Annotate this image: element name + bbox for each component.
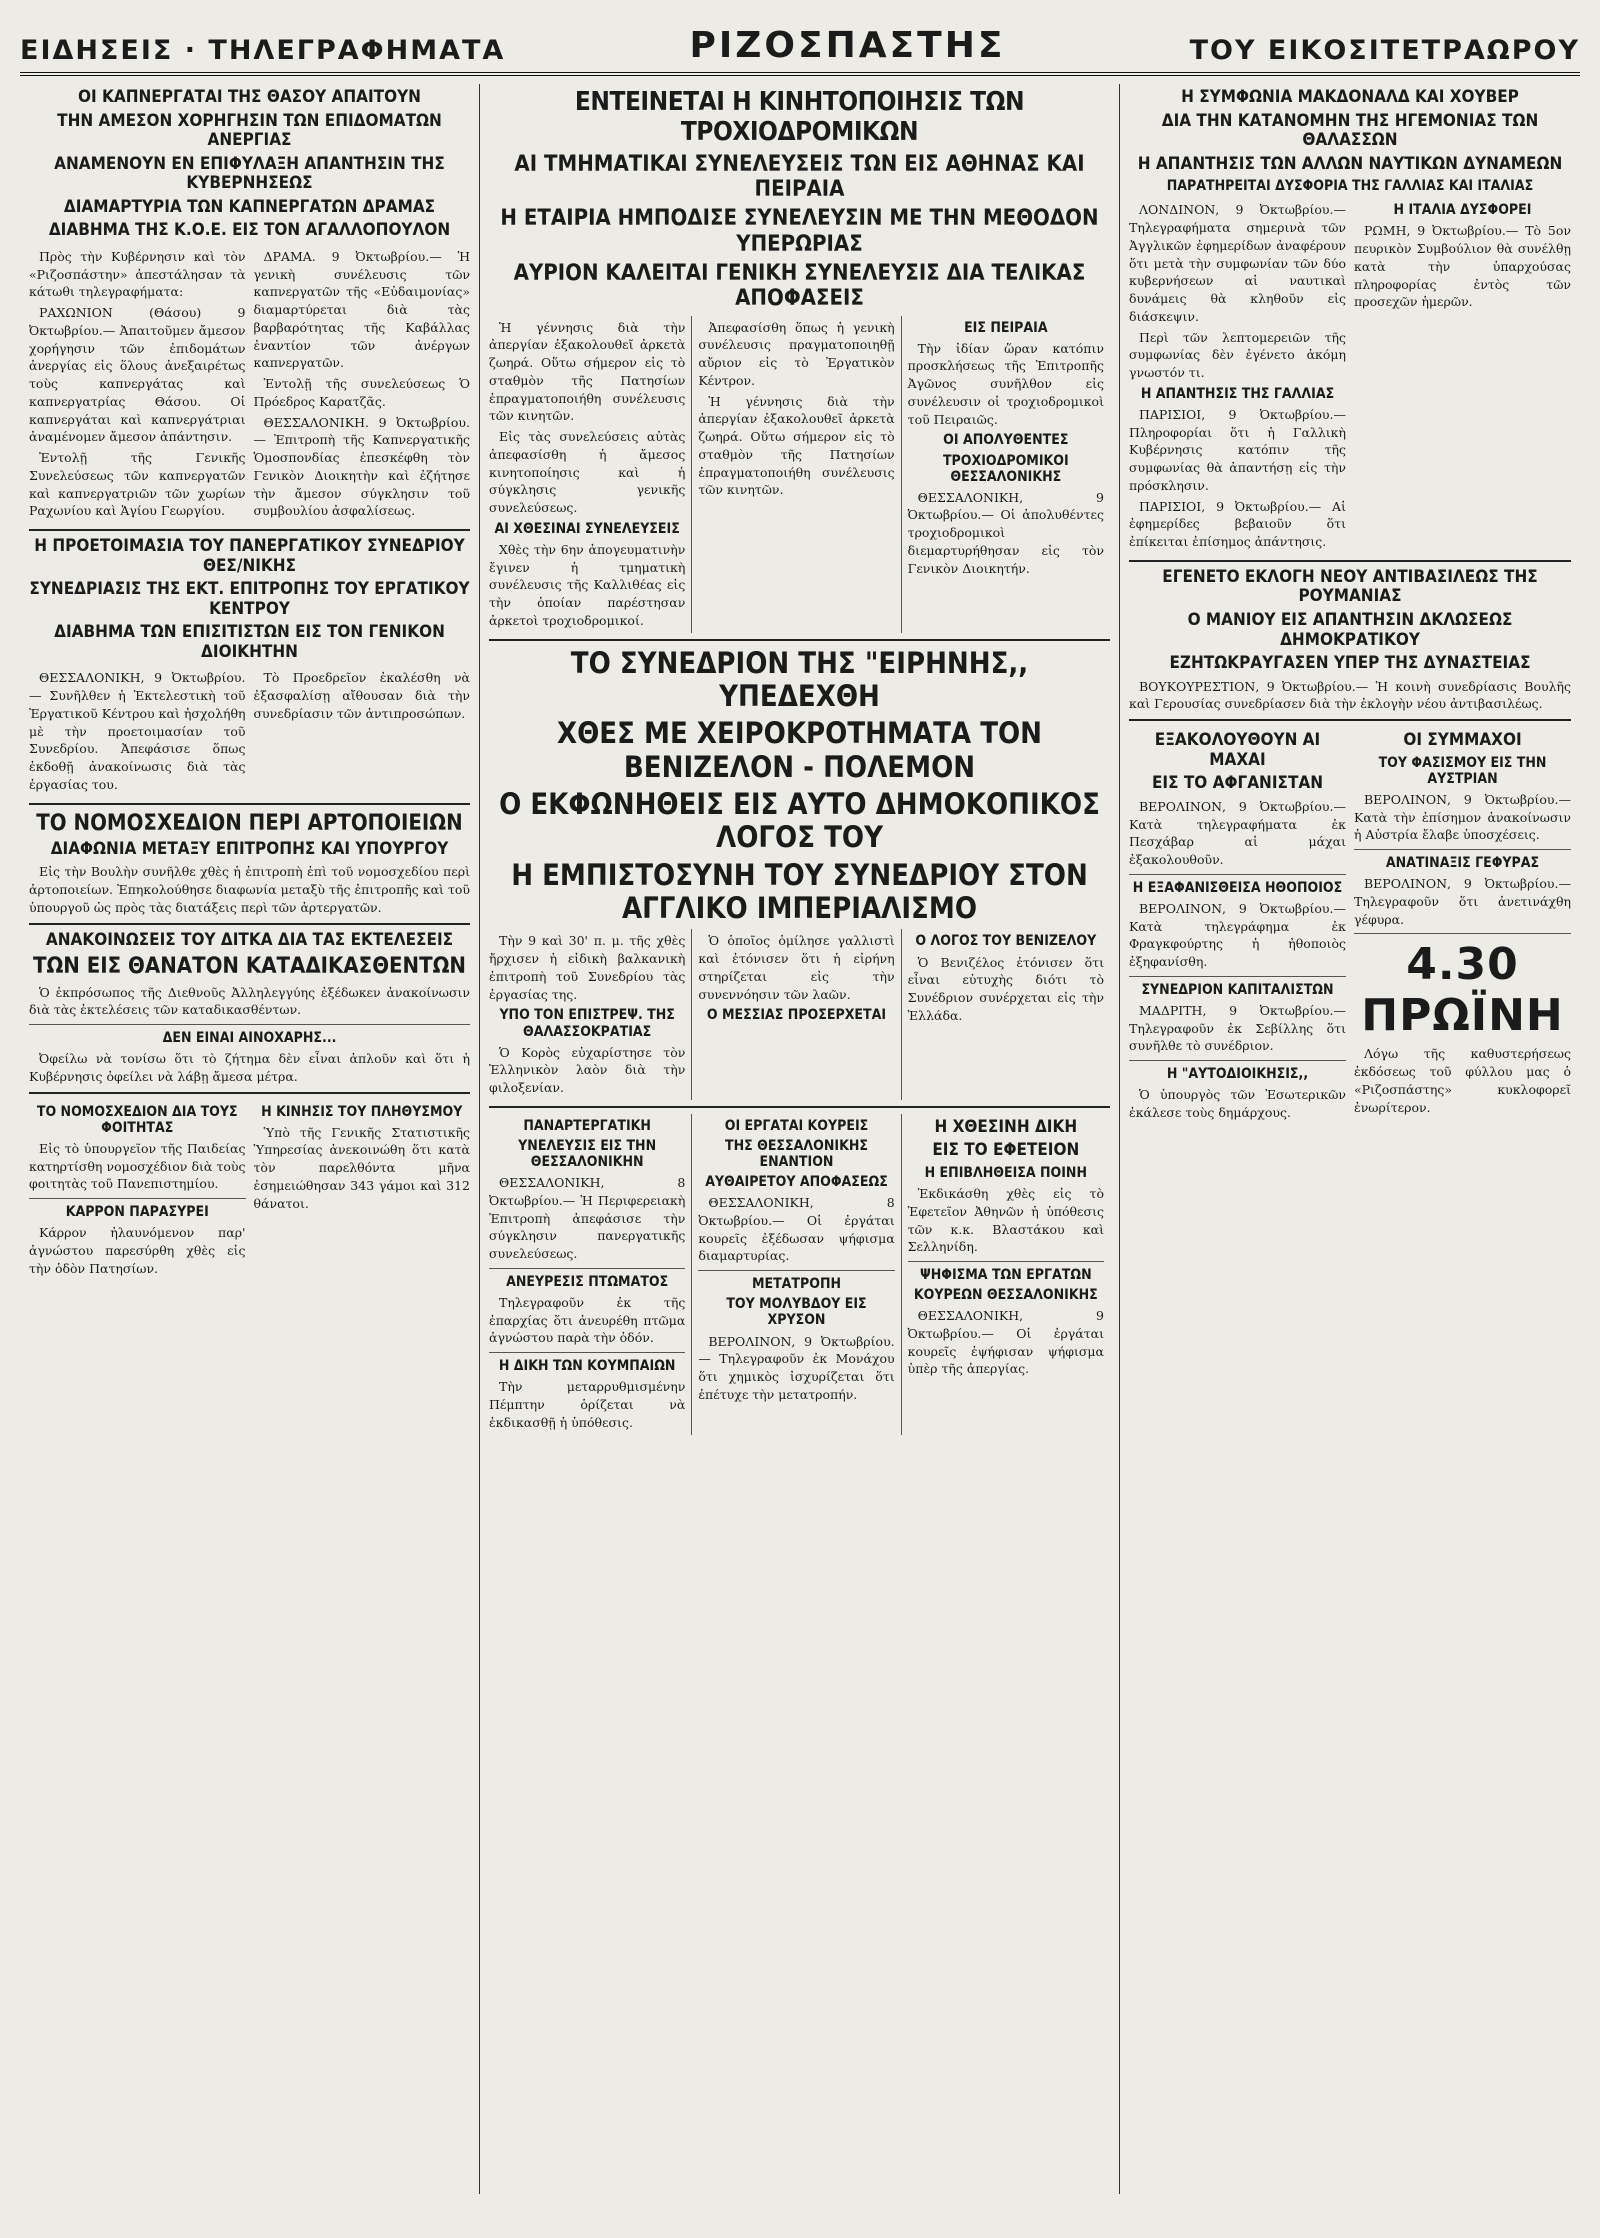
paragraph: ΜΑΔΡΙΤΗ, 9 Ὀκτωβρίου.— Τηλεγραφοῦν ἐκ Σεβίλλης ὅτι συνῆλθε τὸ συνέδριον. <box>1129 1002 1346 1054</box>
headline: ΔΙΑΜΑΡΤΥΡΙΑ ΤΩΝ ΚΑΠΝΕΡΓΑΤΩΝ ΔΡΑΜΑΣ <box>63 196 436 217</box>
headline: ΠΑΝΑΡΤΕΡΓΑΤΙΚΗ <box>523 1117 651 1134</box>
newspaper-page <box>20 14 1580 2204</box>
headline: ΑΝΑΜΕΝΟΥΝ ΕΝ ΕΠΙΦΥΛΑΞΗ ΑΠΑΝΤΗΣΙΝ ΤΗΣ ΚΥΒΕΡΝΗΣΕΩΣ <box>54 153 445 194</box>
headline: ΣΥΝΕΔΡΙΑΣΙΣ ΤΗΣ ΕΚΤ. ΕΠΙΤΡΟΠΗΣ ΤΟΥ ΕΡΓΑΤΙΚΟΥ ΚΕΝΤΡΟΥ <box>29 579 470 619</box>
headline: ΨΗΦΙΣΜΑ ΤΩΝ ΕΡΓΑΤΩΝ <box>920 1267 1092 1284</box>
section-title-right: ΤΟΥ ΕΙΚΟΣΙΤΕΤΡΑΩΡΟΥ <box>1189 35 1580 66</box>
headline: ΟΙ ΣΥΜΜΑΧΟΙ <box>1403 730 1522 751</box>
headline: ΤΗΣ ΘΕΣΣΑΛΟΝΙΚΗΣ ΕΝΑΝΤΙΟΝ <box>725 1137 868 1171</box>
headline: Η ΑΠΑΝΤΗΣΙΣ ΤΩΝ ΑΛΛΩΝ ΝΑΥΤΙΚΩΝ ΔΥΝΑΜΕΩΝ <box>1137 153 1563 174</box>
paragraph: ΛΟΝΔΙΝΟΝ, 9 Ὀκτωβρίου.— Τηλεγραφήματα σημερινὰ τῶν Ἀγγλικῶν ἐφημερίδων ἀναφέρουν ὅτι μετὰ τὴν συμφωνίαν τῶν δύο κυβερνήσεων αἱ ναυτικαὶ δυνάμεις θὰ κληθοῦν εἰς διάσκεψιν. <box>1129 202 1346 324</box>
article-body <box>29 666 470 796</box>
headline: Ο ΜΑΝΙΟΥ ΕΙΣ ΑΠΑΝΤΗΣΙΝ ΔΚΛΩΣΕΩΣ ΔΗΜΟΚΡΑΤΙΚΟΥ <box>1187 609 1513 650</box>
headline: ΚΟΥΡΕΩΝ ΘΕΣΣΑΛΟΝΙΚΗΣ <box>913 1287 1098 1304</box>
subheadline: ΤΡΟΧΙΟΔΡΟΜΙΚΟΙ ΘΕΣΣΑΛΟΝΙΚΗΣ <box>942 452 1069 485</box>
subheadline: Ο ΛΟΓΟΣ ΤΟΥ ΒΕΝΙΖΕΛΟΥ <box>915 933 1097 950</box>
paragraph: ΒΕΡΟΛΙΝΟΝ, 9 Ὀκτωβρίου.— Κατὰ τηλεγράφημα ἐκ Φραγκφούρτης ἡ ἠθοποιὸς ἐξηφανίσθη. <box>1129 900 1346 970</box>
paragraph: Εἰς τὴν Βουλὴν συνῆλθε χθὲς ἡ ἐπιτροπὴ ἐπὶ τοῦ νομοσχεδίου περὶ ἀρτοποιείων. Ἐπηκολούθησε διαφωνία μεταξὺ τῆς ἐπιτροπῆς καὶ τοῦ ὑπουργοῦ ὡς πρὸς τὰς διατάξεις περὶ τῶν ἀρτεργατῶν. <box>29 864 470 915</box>
headline: ΕΞΑΚΟΛΟΥΘΟΥΝ ΑΙ ΜΑΧΑΙ <box>1154 730 1321 770</box>
subheadline: ΠΑΡΑΤΗΡΕΙΤΑΙ ΔΥΣΦΟΡΙΑ ΤΗΣ ΓΑΛΛΙΑΣ ΚΑΙ ΙΤΑΛΙΑΣ <box>1166 178 1534 195</box>
paragraph: Ὁ ὑπουργὸς τῶν Ἐσωτερικῶν ἐκάλεσε τοὺς δημάρχους. <box>1129 1087 1346 1121</box>
headline: ΣΥΝΕΔΡΙΟΝ ΚΑΠΙΤΑΛΙΣΤΩΝ <box>1141 981 1334 998</box>
headline: Η ΕΠΙΒΛΗΘΕΙΣΑ ΠΟΙΝΗ <box>924 1164 1088 1181</box>
paragraph: ΒΕΡΟΛΙΝΟΝ, 9 Ὀκτωβρίου.— Κατὰ τηλεγραφήματα ἐκ Πεσχάβαρ αἱ μάχαι ἐξακολουθοῦν. <box>1129 798 1346 867</box>
headline: ΤΟΥ ΜΟΛΥΒΔΟΥ ΕΙΣ ΧΡΥΣΟΝ <box>726 1296 867 1329</box>
headline: Η ΣΥΜΦΩΝΙΑ ΜΑΚΔΟΝΑΛΔ ΚΑΙ ΧΟΥΒΕΡ <box>1181 87 1519 107</box>
article-row <box>489 1114 1110 1435</box>
subheadline: ΕΙΣ ΠΕΙΡΑΙΑ <box>964 319 1048 336</box>
headline: ΤΩΝ ΕΙΣ ΘΑΝΑΤΟΝ ΚΑΤΑΔΙΚΑΣΘΕΝΤΩΝ <box>32 954 466 980</box>
headline: ΔΙΑΒΗΜΑ ΤΩΝ ΕΠΙΣΙΤΙΣΤΩΝ ΕΙΣ ΤΟΝ ΓΕΝΙΚΟΝ ΔΙΟΙΚΗΤΗΝ <box>54 622 445 662</box>
headline: ΔΕΝ ΕΙΝΑΙ ΑΙΝΟΧΑΡΗΣ... <box>162 1030 337 1047</box>
headline: ΚΑΡΡΟΝ ΠΑΡΑΣΥΡΕΙ <box>65 1204 209 1221</box>
subheadline: ΔΙΑΦΩΝΙΑ ΜΕΤΑΞΥ ΕΠΙΤΡΟΠΗΣ ΚΑΙ ΥΠΟΥΡΓΟΥ <box>50 838 449 859</box>
paragraph: ΠΑΡΙΣΙΟΙ, 9 Ὀκτωβρίου.— Πληροφορίαι ὅτι ἡ Γαλλικὴ Κυβέρνησις κατόπιν τῆς συμφωνίας θὰ ἀπαντήσῃ εἰς τὴν πρόσκλησιν. <box>1129 406 1346 493</box>
subheadline: Η ΙΤΑΛΙΑ ΔΥΣΦΟΡΕΙ <box>1393 202 1532 219</box>
headline: ΤΟ ΝΟΜΟΣΧΕΔΙΟΝ ΔΙΑ ΤΟΥΣ ΦΟΙΤΗΤΑΣ <box>36 1103 238 1136</box>
headline: ΥΝΕΛΕΥΣΙΣ ΕΙΣ ΤΗΝ ΘΕΣΣΑΛΟΝΙΚΗΝ <box>518 1137 657 1171</box>
paragraph: ΒΕΡΟΛΙΝΟΝ, 9 Ὀκτωβρίου.— Κατὰ τὴν ἐπίσημον ἀνακοίνωσιν ἡ Αὐστρία ἔλαβε ὑποσχέσεις. <box>1354 791 1571 843</box>
paragraph: ΘΕΣΣΑΛΟΝΙΚΗ, 9 Ὀκτωβρίου.— Οἱ ἀπολυθέντες τροχιοδρομικοὶ διεμαρτυρήθησαν εἰς τὸν Γενικὸν Διοικητήν. <box>907 489 1104 576</box>
paragraph: Τὴν 9 καὶ 30' π. μ. τῆς χθὲς ἤρχισεν ἡ εἰδικὴ βαλκανικὴ ἐπιτροπὴ τοῦ Συνεδρίου τὰς ἐργασίας της. <box>489 933 686 1002</box>
paragraph: Πρὸς τὴν Κυβέρνησιν καὶ τὸν «Ριζοσπάστην» ἀπεστάλησαν τὰ κάτωθι τηλεγραφήματα: <box>29 248 246 300</box>
article-body <box>29 245 470 523</box>
headline: ΤΟΥ ΦΑΣΙΣΜΟΥ ΕΙΣ ΤΗΝ ΑΥΣΤΡΙΑΝ <box>1378 754 1547 787</box>
headline: Η ΕΞΑΦΑΝΙΣΘΕΙΣΑ ΗΘΟΠΟΙΟΣ <box>1132 879 1343 896</box>
headline: Η ΕΤΑΙΡΙΑ ΗΜΠΟΔΙΣΕ ΣΥΝΕΛΕΥΣΙΝ ΜΕ ΤΗΝ ΜΕΘΟΔΟΝ ΥΠΕΡΩΡΙΑΣ <box>500 206 1099 257</box>
paragraph: Λόγω τῆς καθυστερήσεως ἐκδόσεως τοῦ φύλλου μας ὁ «Ριζοσπάστης» κυκλοφορεῖ ἐνωρίτερον. <box>1354 1046 1571 1115</box>
paragraph: Ὁ Κορὸς εὐχαρίστησε τὸν Ἑλληνικὸν λαὸν διὰ τὴν φιλοξενίαν. <box>489 1044 686 1096</box>
paragraph: Ἐντολῇ τῆς συνελεύσεως Ὁ Πρόεδρος Καρατζᾶς. <box>253 376 470 409</box>
paragraph: Εἰς τὸ ὑπουργεῖον τῆς Παιδείας κατηρτίσθη νομοσχέδιον διὰ τοὺς φοιτητὰς τοῦ Πανεπιστημίου. <box>29 1140 246 1192</box>
paragraph: Χθὲς τὴν 6ην ἀπογευματινὴν ἔγινεν ἡ τμηματικὴ συνέλευσις τῆς Καλλιθέας εἰς τὴν ὁποίαν παρέστησαν ἀρκετοὶ τροχιοδρομικοί. <box>489 541 686 628</box>
headline: ΑΥΡΙΟΝ ΚΑΛΕΙΤΑΙ ΓΕΝΙΚΗ ΣΥΝΕΛΕΥΣΙΣ ΔΙΑ ΤΕΛΙΚΑΣ ΑΠΟΦΑΣΕΙΣ <box>513 260 1086 312</box>
column-center <box>480 84 1120 2194</box>
headline: Η "ΑΥΤΟΔΙΟΙΚΗΣΙΣ,, <box>1166 1066 1309 1083</box>
headline: ΟΙ ΕΡΓΑΤΑΙ ΚΟΥΡΕΙΣ <box>724 1117 869 1134</box>
paragraph: Εἰς τὰς συνελεύσεις αὐτὰς ἀπεφασίσθη ἡ ἄμεσος κινητοποίησις καὶ ἡ σύγκλησις γενικῆς συνελεύσεως. <box>489 429 686 516</box>
article-body <box>489 929 1110 1099</box>
headline: ΑΙ ΤΜΗΜΑΤΙΚΑΙ ΣΥΝΕΛΕΥΣΕΙΣ ΤΩΝ ΕΙΣ ΑΘΗΝΑΣ ΚΑΙ ΠΕΙΡΑΙΑ <box>514 151 1085 203</box>
paragraph: ΘΕΣΣΑΛΟΝΙΚΗ, 8 Ὀκτωβρίου.— Ἡ Περιφερειακὴ Ἐπιτροπὴ ἀπεφάσισε τὴν σύγκλησιν πανεργατικῆς συνελεύσεως. <box>489 1175 686 1262</box>
columns <box>20 84 1580 2194</box>
headline: ΕΙΣ ΤΟ ΑΦΓΑΝΙΣΤΑΝ <box>1151 773 1324 794</box>
paragraph: ΘΕΣΣΑΛΟΝΙΚΗ. 9 Ὀκτωβρίου.— Ἐπιτροπὴ τῆς Καπνεργατικῆς Ὁμοσπονδίας ἐπεσκέφθη τὸν Γενικὸν Διοικητὴν καὶ ἐζήτησε τὴν ἄμεσον σύγκλησιν τοῦ συμβουλίου ἀσφαλίσεως. <box>253 414 470 519</box>
paragraph: ΡΩΜΗ, 9 Ὀκτωβρίου.— Τὸ 5ον πευρικὸν Συμβούλιον θὰ συνέλθῃ κατὰ τὴν ὑπαρχούσας πληροφορίας ἐντὸς τῶν προσεχῶν ἡμερῶν. <box>1354 223 1571 310</box>
paragraph: ΘΕΣΣΑΛΟΝΙΚΗ, 9 Ὀκτωβρίου.— Οἱ ἐργάται κουρεῖς ἐψήφισαν ψήφισμα ὑπὲρ τῆς ἀπεργίας. <box>907 1308 1104 1377</box>
headline: ΑΥΘΑΙΡΕΤΟΥ ΑΠΟΦΑΣΕΩΣ <box>705 1174 888 1191</box>
paragraph: ΘΕΣΣΑΛΟΝΙΚΗ, 8 Ὀκτωβρίου.— Οἱ ἐργάται κουρεῖς ἐξέδωσαν ψήφισμα διαμαρτυρίας. <box>698 1195 895 1264</box>
headline-hour: 4.30 ΠΡΩΪΝΗ <box>1361 939 1564 1042</box>
headline: ΤΗΝ ΑΜΕΣΟΝ ΧΟΡΗΓΗΣΙΝ ΤΩΝ ΕΠΙΔΟΜΑΤΩΝ ΑΝΕΡΓΙΑΣ <box>57 110 442 151</box>
subheadline: Ο ΜΕΣΣΙΑΣ ΠΡΟΣΕΡΧΕΤΑΙ <box>706 1007 887 1024</box>
paragraph: Τὸ Προεδρεῖον ἐκαλέσθη νὰ ἐξασφαλίσῃ αἴθουσαν διὰ τὴν συνεδρίασιν τῶν ἀντιπροσώπων. <box>253 670 470 721</box>
headline: ΑΝΑΤΙΝΑΞΙΣ ΓΕΦΥΡΑΣ <box>1385 855 1540 872</box>
paragraph: Κάρρον ἠλαυνόμενον παρ' ἀγνώστου παρεσύρθη χθὲς εἰς τὴν ὁδὸν Πατησίων. <box>29 1225 246 1276</box>
paragraph: ΒΕΡΟΛΙΝΟΝ, 9 Ὀκτωβρίου.— Τηλεγραφοῦν ἐκ Μονάχου ὅτι χημικὸς ἰσχυρίζεται ὅτι ἐπέτυχε τὴν μετατροπήν. <box>698 1333 895 1402</box>
paragraph: Ἐκδικάσθη χθὲς εἰς τὸ Ἐφετεῖον Ἀθηνῶν ἡ ὑπόθεσις τῶν κ.κ. Βλαστάκου καὶ Σελληνίδη. <box>907 1186 1104 1255</box>
headline: ΕΓΕΝΕΤΟ ΕΚΛΟΓΗ ΝΕΟΥ ΑΝΤΙΒΑΣΙΛΕΩΣ ΤΗΣ ΡΟΥΜΑΝΙΑΣ <box>1162 566 1538 607</box>
section-title-left: ΕΙΔΗΣΕΙΣ · ΤΗΛΕΓΡΑΦΗΜΑΤΑ <box>20 35 506 66</box>
banner-article <box>489 647 1110 926</box>
paragraph: Τὴν ἰδίαν ὥραν κατόπιν προσκλήσεως τῆς Ἐπιτροπῆς Ἀγῶνος συνῆλθον εἰς συνέλευσιν οἱ τροχιοδρομικοὶ τοῦ Πειραιῶς. <box>907 340 1104 427</box>
article-body <box>1129 198 1571 554</box>
paragraph: Ἀπεφασίσθη ὅπως ἡ γενικὴ συνέλευσις πραγματοποιηθῇ αὔριον εἰς τὸ Ἐργατικὸν Κέντρον. <box>698 319 895 388</box>
paragraph: Ὁ Βενιζέλος ἐτόνισεν ὅτι εἶναι εὐτυχὴς διότι τὸ Συνέδριον συνέρχεται εἰς τὴν Ἑλλάδα. <box>907 954 1104 1023</box>
headline: Η ΚΙΝΗΣΙΣ ΤΟΥ ΠΛΗΘΥΣΜΟΥ <box>261 1103 463 1120</box>
paragraph: ΘΕΣΣΑΛΟΝΙΚΗ, 9 Ὀκτωβρίου.— Συνῆλθεν ἡ Ἐκτελεστικὴ τοῦ Ἐργατικοῦ Κέντρου καὶ ἠσχολήθη μὲ τὴν προετοιμασίαν τοῦ Συνεδρίου. Ἀπεφάσισε ὅπως ἐκδοθῇ ἀνακοίνωσις διὰ τὰς ἐργασίας του. <box>29 670 246 792</box>
paragraph: Περὶ τῶν λεπτομερειῶν τῆς συμφωνίας δὲν ἐγένετο ἀκόμη γνωστόν τι. <box>1129 329 1346 381</box>
headline: ΔΙΑ ΤΗΝ ΚΑΤΑΝΟΜΗΝ ΤΗΣ ΗΓΕΜΟΝΙΑΣ ΤΩΝ ΘΑΛΑΣΣΩΝ <box>1161 110 1539 151</box>
subheadline: ΑΙ ΧΘΕΣΙΝΑΙ ΣΥΝΕΛΕΥΣΕΙΣ <box>494 520 680 537</box>
masthead <box>20 14 1580 76</box>
subheadline: ΥΠΟ ΤΟΝ ΕΠΙΣΤΡΕΨ. ΤΗΣ ΘΑΛΑΣΣΟΚΡΑΤΙΑΣ <box>499 1007 675 1040</box>
headline: ΔΙΑΒΗΜΑ ΤΗΣ Κ.Ο.Ε. ΕΙΣ ΤΟΝ ΑΓΑΛΛΟΠΟΥΛΟΝ <box>48 220 451 241</box>
paragraph: Τὴν μεταρρυθμισμένην Πέμπτην ὁρίζεται νὰ ἐκδικασθῇ ἡ ὑπόθεσις. <box>489 1379 686 1430</box>
headline: ΤΟ ΣΥΝΕΔΡΙΟΝ ΤΗΣ "ΕΙΡΗΝΗΣ,, ΥΠΕΔΕΧΘΗ <box>570 645 1029 713</box>
paragraph: ΔΡΑΜΑ. 9 Ὀκτωβρίου.— Ἡ γενικὴ συνέλευσις τῶν καπνεργατῶν τῆς «Εὐδαιμονίας» διαμαρτύρεται διὰ τὰς βαρβαρότητας τῆς Καβάλλας ἐναντίον τῶν ἀνέργων καπνεργατῶν. <box>253 248 470 371</box>
headline: ΤΟ ΝΟΜΟΣΧΕΔΙΟΝ ΠΕΡΙ ΑΡΤΟΠΟΙΕΙΩΝ <box>36 810 463 836</box>
article-pair <box>29 1100 470 1281</box>
headline: ΟΙ ΚΑΠΝΕΡΓΑΤΑΙ ΤΗΣ ΘΑΣΟΥ ΑΠΑΙΤΟΥΝ <box>78 87 421 107</box>
headline: ΧΘΕΣ ΜΕ ΧΕΙΡΟΚΡΟΤΗΜΑΤΑ ΤΟΝ ΒΕΝΙΖΕΛΟΝ - ΠΟΛΕΜΟΝ <box>556 716 1043 784</box>
subheadline: Η ΑΠΑΝΤΗΣΙΣ ΤΗΣ ΓΑΛΛΙΑΣ <box>1140 385 1335 402</box>
column-left <box>20 84 480 2194</box>
paragraph: Ἐντολῇ τῆς Γενικῆς Συνελεύσεως τῶν καπνεργατῶν καὶ καπνεργατριῶν τῶν χωρίων Ραχωνίου καὶ Ἁγίου Γεωργίου. <box>29 450 246 519</box>
headline: ΕΙΣ ΤΟ ΕΦΕΤΕΙΟΝ <box>932 1140 1080 1161</box>
paragraph: Τηλεγραφοῦν ἐκ τῆς ἐπαρχίας ὅτι ἀνευρέθη πτῶμα ἀγνώστου παρὰ τὴν ὁδόν. <box>489 1294 686 1346</box>
paragraph: Ὑπὸ τῆς Γενικῆς Στατιστικῆς Ὑπηρεσίας ἀνεκοινώθη ὅτι κατὰ τὸν παρελθόντα μῆνα ἐσημειώθησαν 343 γάμοι καὶ 312 θάνατοι. <box>253 1124 470 1211</box>
paragraph: Ὁ ὁποῖος ὁμίλησε γαλλιστὶ καὶ ἐτόνισεν ὅτι ἡ εἰρήνη στηρίζεται εἰς τὴν συνεννόησιν τῶν λαῶν. <box>698 933 895 1002</box>
headline: Η ΠΡΟΕΤΟΙΜΑΣΙΑ ΤΟΥ ΠΑΝΕΡΓΑΤΙΚΟΥ ΣΥΝΕΔΡΙΟΥ ΘΕΣ/ΝΙΚΗΣ <box>34 536 465 576</box>
headline: Η ΧΘΕΣΙΝΗ ΔΙΚΗ <box>934 1116 1078 1137</box>
paragraph: ΒΕΡΟΛΙΝΟΝ, 9 Ὀκτωβρίου.— Τηλεγραφοῦν ὅτι ἀνετινάχθη γέφυρα. <box>1354 876 1571 927</box>
headline: ΕΝΤΕΙΝΕΤΑΙ Η ΚΙΝΗΤΟΠΟΙΗΣΙΣ ΤΩΝ ΤΡΟΧΙΟΔΡΟΜΙΚΩΝ <box>574 87 1025 147</box>
headline: ΑΝΕΥΡΕΣΙΣ ΠΤΩΜΑΤΟΣ <box>506 1273 669 1290</box>
paragraph: Ἡ γέννησις διὰ τὴν ἀπεργίαν ἐξακολουθεῖ ἀρκετὰ ζωηρά. Οὕτω σήμερον εἰς τὸ σταθμὸν τῆς Πατησίων ἐπραγματοποιήθη συνέλευσις τῶν κινητῶν. <box>698 393 895 498</box>
column-right <box>1120 84 1580 2194</box>
headline: Η ΕΜΠΙΣΤΟΣΥΝΗ ΤΟΥ ΣΥΝΕΔΡΙΟΥ ΣΤΟΝ ΑΓΓΛΙΚΟ ΙΜΠΕΡΙΑΛΙΣΜΟ <box>511 857 1088 926</box>
paragraph: ΠΑΡΙΣΙΟΙ, 9 Ὀκτωβρίου.— Αἱ ἐφημερίδες βεβαιοῦν ὅτι ἐπίκειται ἐπίσημος ἀπάντησις. <box>1129 498 1346 550</box>
subheadline: ΟΙ ΑΠΟΛΥΘΕΝΤΕΣ <box>943 432 1069 449</box>
article-body <box>489 316 1110 633</box>
headline: ΑΝΑΚΟΙΝΩΣΕΙΣ ΤΟΥ ΔΙΤΚΑ ΔΙΑ ΤΑΣ ΕΚΤΕΛΕΣΕΙΣ <box>45 929 454 950</box>
paragraph: Ἡ γέννησις διὰ τὴν ἀπεργίαν ἐξακολουθεῖ ἀρκετὰ ζωηρά. Οὕτω σήμερον εἰς τὸ σταθμὸν τῆς Πατησίων ἐπραγματοποιήθη συνέλευσις τῶν κινητῶν. <box>489 319 686 424</box>
paragraph: ΡΑΧΩΝΙΟΝ (Θάσου) 9 Ὀκτωβρίου.— Ἀπαιτοῦμεν ἄμεσον χορήγησιν τῶν ἐπιδομάτων ἀνεργίας εἰς ὅλους ἀνεξαιρέτως τοὺς καπνεργάτας καὶ καπνεργατρίας Θάσου. Οἱ καπνεργάται καὶ καπνεργάτριαι ἀναμένομεν ἄμεσον ἀπάντησιν. <box>29 305 246 445</box>
paragraph: Ὁ ἐκπρόσωπος τῆς Διεθνοῦς Ἀλληλεγγύης ἐξέδωκεν ἀνακοίνωσιν διὰ τὰς ἐκτελέσεις τῶν καταδικασθέντων. <box>29 984 470 1018</box>
headline: Ο ΕΚΦΩΝΗΘΕΙΣ ΕΙΣ ΑΥΤΟ ΔΗΜΟΚΟΠΙΚΟΣ ΛΟΓΟΣ ΤΟΥ <box>499 787 1100 855</box>
paragraph: ΒΟΥΚΟΥΡΕΣΤΙΟΝ, 9 Ὀκτωβρίου.— Ἡ κοινὴ συνεδρίασις Βουλῆς καὶ Γερουσίας συνεδρίασεν διὰ τὴν ἐκλογὴν νέου ἀντιβασιλέως. <box>1129 678 1571 712</box>
article-pair <box>1129 727 1571 1125</box>
headline: ΜΕΤΑΤΡΟΠΗ <box>751 1276 842 1293</box>
paragraph: Ὀφείλω νὰ τονίσω ὅτι τὸ ζήτημα δὲν εἶναι ἀπλοῦν καὶ ὅτι ἡ Κυβέρνησις ὀφείλει νὰ λάβῃ ἄμεσα μέτρα. <box>29 1051 470 1084</box>
headline: ΕΖΗΤΩΚΡΑΥΓΑΣΕΝ ΥΠΕΡ ΤΗΣ ΔΥΝΑΣΤΕΙΑΣ <box>1169 653 1531 674</box>
newspaper-title: ΡΙΖΟΣΠΑΣΤΗΣ <box>689 25 1006 66</box>
headline: Η ΔΙΚΗ ΤΩΝ ΚΟΥΜΠΑΙΩΝ <box>498 1358 676 1375</box>
